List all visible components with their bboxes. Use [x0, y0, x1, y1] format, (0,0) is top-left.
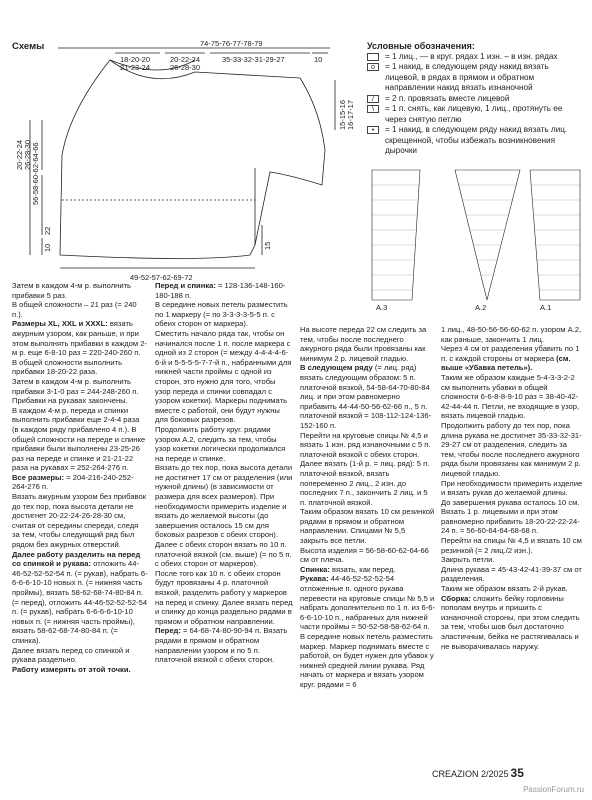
paragraph	[300, 507, 435, 545]
paragraph-text: В середине новых петель разместить маркер. Маркер поднимать вместе с работой, он будет нужен для убавок у нижней средней линии рукава. Ряд начать от маркера и вязать узором круг. рядами = 6	[300, 632, 434, 689]
legend-item: = 2 п. провязать вместе лицевой	[385, 93, 510, 103]
paragraph-text: Прибавки на рукавах закончены.	[12, 396, 128, 406]
paragraph-text: Продолжить работу круг. рядами узором А.2, следить за тем, чтобы узор кокетки логически продолжался на переде и спинке.	[155, 424, 286, 463]
paragraph	[12, 319, 148, 357]
paragraph-text: Продолжить работу до тех пор, пока длина рукава не достигнет 35-33-32-31-29-27 см от разделения, следить за тем, чтобы после последнего ажурного ряда были провязаны как минимум 2 р. лицевой гладью.	[441, 420, 582, 478]
schema-title: Схемы	[12, 41, 45, 52]
legend-item: = 1 лиц., — в круг. рядах 1 изн. – в изн. рядах	[385, 51, 558, 61]
paragraph-text: Таким образом вязать 10 см резинкой рядами в прямом и обратном направлении. Спицами № 5,5 закрыть все петли.	[300, 507, 435, 546]
paragraph	[12, 492, 148, 550]
paragraph	[300, 632, 435, 690]
paragraph-heading: Спинка:	[300, 564, 330, 574]
paragraph-text: Таким же образом каждые 5-4-3-3-2-2 см выполнить убавки в общей сложности 6-6-8-8-9-10 раз = 38-40-42-42-44-44 п. Петли, не входящие в узор, вязать лицевой гладью.	[441, 372, 580, 421]
legend-item: = 1 накид, в следующем ряду накид вязать лиц. скрещенной, чтобы избежать возникновения дырочки	[385, 125, 568, 155]
label-right-1a: 15-15-16	[338, 99, 347, 130]
paragraph	[12, 646, 148, 665]
paragraph-text: После того как 10 п. с обеих сторон будут провязаны 4 р. платочной вязкой, разделить работу у маркеров на перед и спинку. Далее вязать перед и спинку до конца раздельно рядами в прямом и обратном направлении.	[155, 568, 293, 626]
paragraph-heading: Перед и спинка:	[155, 281, 216, 290]
label-left-2: 56-58-60-62-64-66	[31, 142, 40, 205]
label-sleeve-b2: 26-28-30	[170, 63, 201, 72]
paragraph-text: Таким же образом вязать 2-й рукав.	[441, 584, 568, 594]
paragraph-text: сложить бейку горловины пополам внутрь и пришить с изнаночной стороны, при этом следить за тем, чтобы шов был достаточно эластичным, бейка не растягивалась и не выворачивалась наружу.	[441, 593, 580, 651]
paragraph	[155, 425, 293, 463]
paragraph	[12, 396, 148, 406]
paragraph	[300, 574, 435, 632]
paragraph-text: Вязать ажурным узором без прибавок до тех пор, пока высота детали не достигнет 20-22-24-26-28-30 см, считая от середины спереди, следя за тем, чтобы следующий ряд был рядом без ажурных отверстий.	[12, 492, 147, 550]
skp-symbol-icon: \	[367, 105, 379, 113]
paragraph	[441, 421, 583, 479]
paragraph-text: В каждом 4-м р. переда и спинки выполнить прибавки еще 2-4-4 раза (в каждом ряду прибавлено 4 п.). В общей сложности на переде и спинке прибавки были выполнены 23-25-26 раз на переде и спинке и 21-21-22 раза на рукавах = 252-264-276 п.	[12, 405, 146, 473]
paragraph-heading: Размеры XL, XXL и XXXL:	[12, 319, 108, 329]
paragraph-heading: В следующем ряду	[300, 363, 373, 373]
paragraph-text: = 204-216-240-252-264-276 п.	[12, 472, 134, 492]
chart-label-a3: A.3	[376, 303, 388, 312]
paragraph	[155, 329, 293, 425]
paragraph-text: Высота изделия = 56-58-60-62-64-66 см от плеча.	[300, 545, 429, 565]
text-column-1	[12, 281, 148, 674]
paragraph-text: 1 лиц., 48-50-56-56-60-62 п. узором А.2, как раньше, закончить 1 лиц.	[441, 325, 582, 344]
chart-label-a2: A.2	[475, 303, 487, 312]
paragraph	[441, 594, 583, 652]
paragraph	[12, 665, 148, 675]
paragraph-text: Вязать до тех пор, пока высота детали не достигнет 17 см от разделения (или нужной длины) (в зависимости от размера для всех размеров). При необходимости примерить изделие и вязать до желаемой высоты (до завершения осталось 15 см для боковых разрезов с обеих сторон).	[155, 463, 293, 540]
label-sleeve-a2: 21-23-24	[120, 63, 151, 72]
label-mid-15: 15	[263, 241, 272, 250]
paragraph	[12, 281, 148, 300]
label-right-1b: 16-17-17	[346, 99, 355, 130]
twisted-yo-symbol-icon: •	[367, 126, 379, 134]
label-left-3: 22	[43, 226, 52, 235]
paragraph-text: вязать ажурным узором, как раньше, и при этом выполнять прибавки в каждом 2-м р. еще 6-8-10 раз = 220-240-260 п.	[12, 319, 147, 358]
paragraph	[441, 507, 583, 536]
paragraph-text: В середине новых петель разместить по 1 маркеру (= по 3-3-3-3-5-5 п. с обеих сторон от маркера).	[155, 300, 288, 329]
paragraph	[300, 565, 435, 575]
paragraph-text: Далее с обеих сторон вязать по 10 п. платочной вязкой (см. выше) (= по 5 п. с обеих сторон от маркеров).	[155, 540, 292, 569]
yarn-over-symbol-icon: o	[367, 63, 379, 71]
paragraph	[441, 325, 583, 344]
label-bottom: 49-52-57-62-69-72	[130, 273, 193, 282]
paragraph	[300, 546, 435, 565]
paragraph	[441, 565, 583, 584]
paragraph	[441, 498, 583, 508]
legend-item: = 1 накид, в следующем ряду накид вязать лицевой, в рядах в прямом и обратном направлении накид вязать изнаночной	[385, 62, 549, 92]
paragraph-heading: Работу измерять от этой точки.	[12, 664, 131, 674]
paragraph	[441, 584, 583, 594]
paragraph	[441, 555, 583, 565]
text-column-4	[441, 325, 583, 651]
paragraph-text: вязать, как перед.	[329, 564, 396, 574]
paragraph	[155, 463, 293, 540]
paragraph-text: Перейти на спицы № 4,5 и вязать 10 см резинкой (= 2 лиц./2 изн.).	[441, 536, 582, 555]
paragraph	[441, 536, 583, 555]
paragraph	[155, 626, 293, 664]
paragraph-text: Затем в каждом 4-м р. выполнить прибавки 3-1-0 раз = 244-248-260 п.	[12, 376, 139, 396]
paragraph	[300, 431, 435, 460]
paragraph-heading: Рукава:	[300, 574, 329, 584]
paragraph-heading: Все размеры:	[12, 472, 65, 482]
paragraph-text: До завершения рукава осталось 10 см.	[441, 497, 580, 507]
magazine-name: CREAZION 2/2025	[432, 769, 509, 779]
paragraph-heading: Далее работу разделить на перед со спинкой и рукава:	[12, 549, 141, 569]
paragraph-text: Закрыть петли.	[441, 555, 495, 565]
paragraph-text: Вязать 1 р. лицевыми и при этом равномерно прибавить 18-20-22-22-24-24 п. = 56-60-64-64-68-68 п.	[441, 507, 580, 536]
paragraph-text: = 64-68-74-80-90-94 п. Вязать рядами в прямом и обратном направлении узором и по 5 п. платочной вязкой с обеих сторон.	[155, 626, 288, 665]
paragraph-text: Через 4 см от разделения убавить по 1 п. с каждой стороны от маркера	[441, 344, 580, 363]
chart-label-a1: A.1	[540, 303, 552, 312]
paragraph	[441, 373, 583, 421]
label-left-1b: 26-28-30	[23, 139, 32, 170]
paragraph	[155, 300, 293, 329]
knit-symbol-icon	[367, 53, 379, 61]
paragraph	[12, 406, 148, 473]
paragraph	[12, 473, 148, 492]
paragraph	[155, 281, 293, 300]
text-column-3	[300, 325, 435, 690]
paragraph-text: При необходимости примерить изделие и вязать рукав до желаемой длины.	[441, 478, 583, 498]
paragraph	[441, 344, 583, 373]
paragraph	[300, 325, 435, 363]
label-back-center: 35-33-32-31-29-27	[222, 55, 285, 64]
paragraph	[155, 569, 293, 627]
paragraph	[12, 358, 148, 377]
paragraph-heading: Сборка:	[441, 593, 471, 603]
page-footer	[432, 766, 524, 780]
label-sleeve-b: 20-22-24	[170, 55, 201, 64]
paragraph	[155, 540, 293, 569]
paragraph-text: В общей сложности – 21 раз (= 240 п.).	[12, 300, 137, 319]
label-ten: 10	[314, 55, 323, 64]
legend-item: = 1 п. снять, как лицевую, 1 лиц., протянуть ее через снятую петлю	[385, 104, 563, 124]
legend-title: Условные обозначения:	[367, 41, 475, 51]
paragraph-text: отложить 44-46-52-52-52-54 п. (= рукав), набрать 6-6-6-6-10-10 новых п. (= нижняя часть проймы), вязать 58-62-68-74-80-84 п. (= перед), отложить 44-46-52-52-52-54 п. (= рукав), набрать 6-6-6-6-10-10 новых п. (= нижняя часть проймы), вязать 58-62-68-74-80-84 п. (= спинка).	[12, 559, 148, 645]
label-sleeve-a: 18-20-20	[120, 55, 151, 64]
text-column-2	[155, 281, 293, 665]
paragraph-text: Далее вязать перед со спинкой и рукава раздельно.	[12, 645, 130, 665]
paragraph-text: = 128-136-148-160-180-188 п.	[155, 281, 286, 300]
paragraph	[12, 550, 148, 646]
label-left-4: 10	[43, 243, 52, 252]
watermark: PassionForum.ru	[523, 785, 584, 794]
label-top: 74-75-76-77-78-79	[200, 39, 263, 48]
paragraph	[300, 363, 435, 430]
legend	[367, 41, 582, 157]
paragraph-text: Сместить начало ряда так, чтобы он начинался после 1 п. после маркера с одной из 2 сторон (= между 4-4-4-4-6-6-й и 5-5-5-5-7-7-й п., набранными для нижней части проймы с одной из сторон, это нужно для того, чтобы узор переда и спинки совпадал с узором кокетки). Маркеры поднимать вместе с работой, они будут нужны для боковых разрезов.	[155, 328, 292, 425]
paragraph-heading: (см. выше «Убавка петель»).	[441, 353, 571, 373]
paragraph	[12, 300, 148, 319]
paragraph-text: Длина рукава = 45-43-42-41-39-37 см от разделения.	[441, 564, 582, 584]
paragraph-text: Далее вязать (1-й р. = лиц. ряд): 5 п. платочной вязкой, вязать попеременно 2 лиц., 2 изн. до последних 7 п., закончить 2 лиц. и 5 п. платочной вязкой.	[300, 459, 430, 507]
paragraph-text: На высоте переда 22 см следить за тем, чтобы после последнего ажурного ряда были провязаны как минимум 2 р. лицевой гладью.	[300, 325, 427, 363]
paragraph-text: 44-46-52-52-52-54 отложенные п. одного рукава перевести на круговые спицы № 5,5 и набрать дополнительно по 1 п. из 6-6-6-6-10-10 п., набранных для нижней части проймы = 50-52-58-58-62-64 п.	[300, 574, 436, 632]
paragraph	[441, 479, 583, 498]
k2tog-symbol-icon: /	[367, 95, 379, 103]
paragraph-text: Затем в каждом 4-м р. выполнить прибавки 5 раз.	[12, 281, 131, 300]
paragraph	[300, 459, 435, 507]
paragraph-text: В общей сложности выполнить прибавки 18-20-22 раза.	[12, 357, 123, 377]
label-left-1a: 20-22-24	[15, 139, 24, 170]
paragraph-heading: Перед:	[155, 626, 181, 636]
paragraph-text: (= лиц. ряд) вязать следующим образом: 5 п. платочной вязкой, 54-58-64-70-80-84 лиц. и при этом равномерно прибавить 44-44-50-56-62-66 п., 5 п. платочной вязкой = 108-112-124-136-152-160 п.	[300, 363, 432, 430]
page-number: 35	[510, 766, 524, 780]
paragraph	[12, 377, 148, 396]
paragraph-text: Перейти на круговые спицы № 4,5 и вязать 1 изн. ряд изнаночными с 5 п. платочной вязкой с обеих сторон.	[300, 430, 431, 459]
